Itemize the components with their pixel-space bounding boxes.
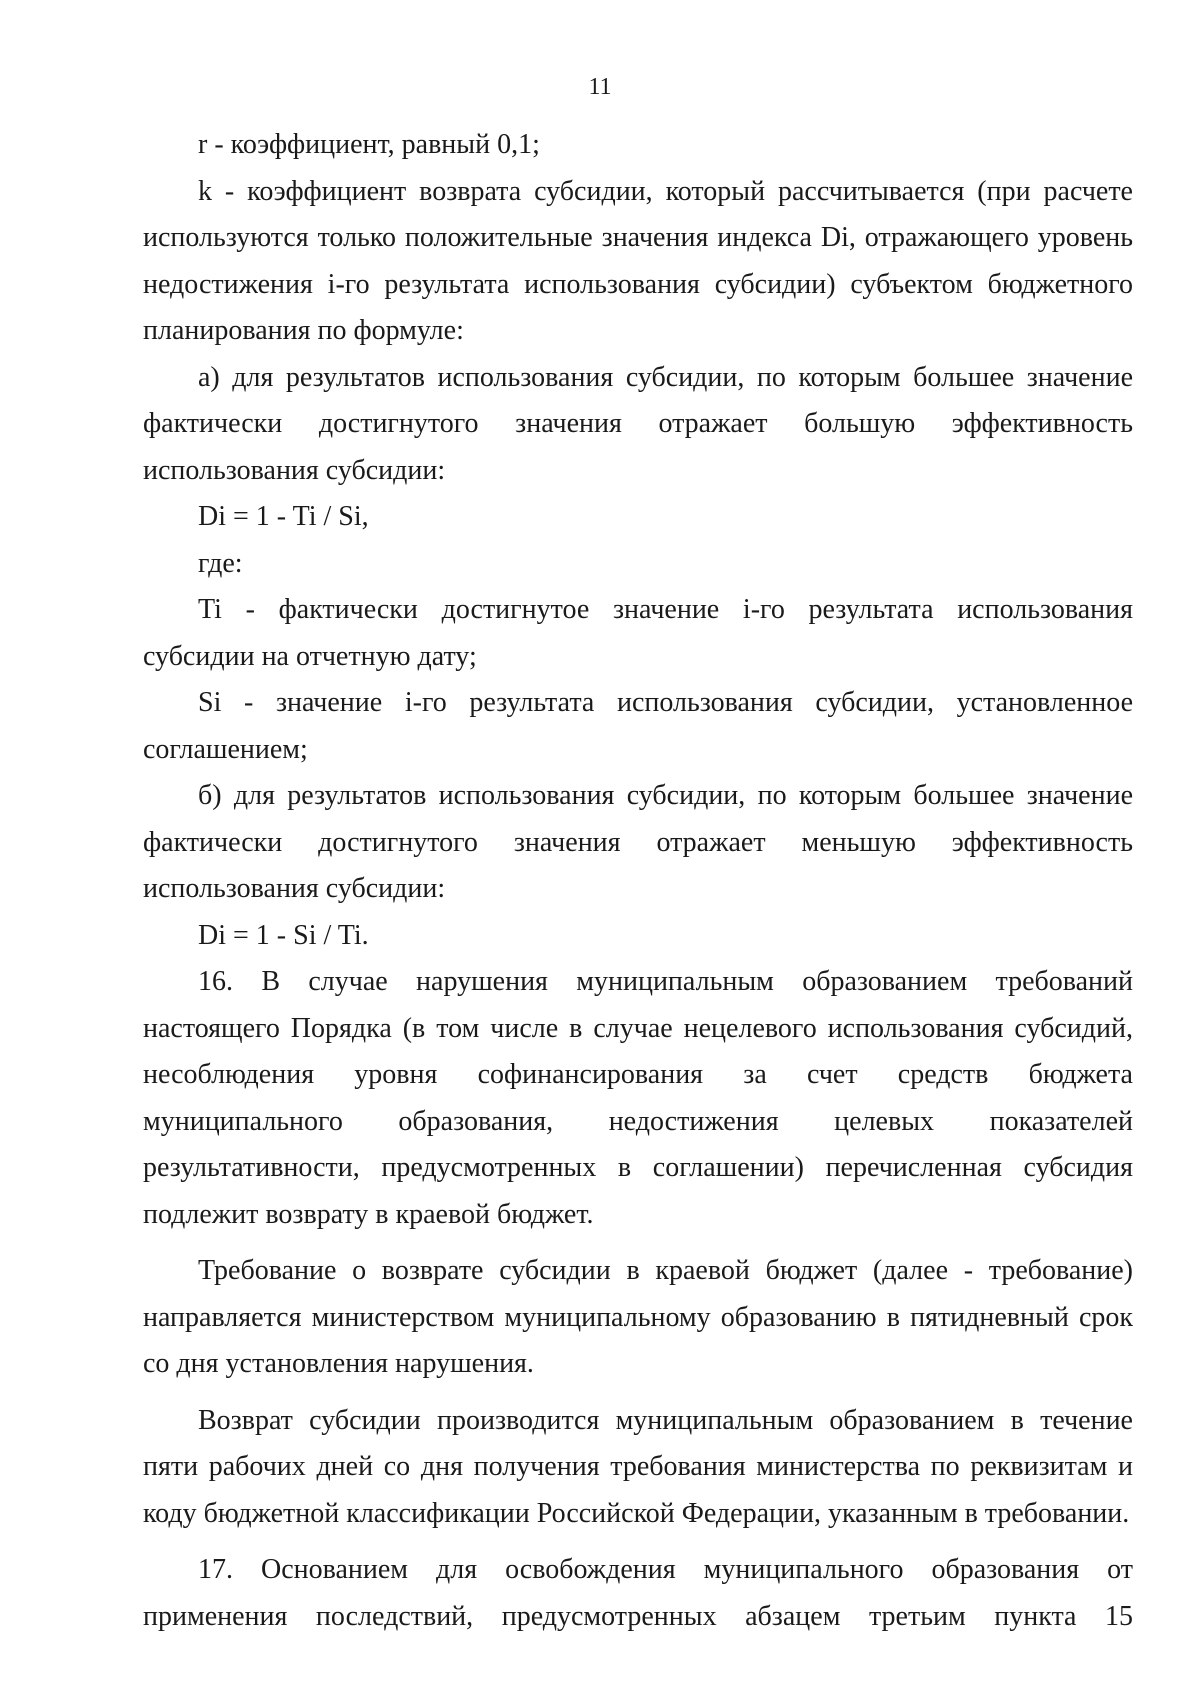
paragraph-k-coefficient: k - коэффициент возврата субсидии, который рассчитывается (при расчете используются только положительные значения индекса Di, отражающего уровень недостижения i-го результата использования субсидии) субъектом бюджетного планирования по формуле:	[143, 175, 1133, 346]
page-number: 11	[588, 74, 612, 100]
paragraph-si-definition: Si - значение i-го результата использования субсидии, установленное соглашением;	[143, 687, 1133, 765]
paragraph-clause-17: 17. Основанием для освобождения муниципального образования от применения последствий, предусмотренных абзацем третьим пункта 15	[143, 1554, 1133, 1632]
paragraph-clause-16: 16. В случае нарушения муниципальным образованием требований настоящего Порядка (в том числе в случае нецелевого использования субсидий, несоблюдения уровня софинансирования за счет средств бюджета муниципального образования, недостижения целевых показателей результативности, предусмотренных в соглашении) перечисленная субсидия подлежит возврату в краевой бюджет.	[143, 966, 1133, 1230]
paragraph-return-procedure: Возврат субсидии производится муниципальным образованием в течение пяти рабочих дней со дня получения требования министерства по реквизитам и коду бюджетной классификации Российской Федерации, указанным в требовании.	[143, 1404, 1133, 1529]
paragraph-ti-definition: Ti - фактически достигнутое значение i-го результата использования субсидии на отчетную дату;	[143, 594, 1133, 672]
formula-di-a: Di = 1 - Ti / Si,	[198, 501, 369, 532]
paragraph-case-b: б) для результатов использования субсидии, по которым большее значение фактически достигнутого значения отражает меньшую эффективность использования субсидии:	[143, 780, 1133, 904]
paragraph-r-coefficient: r - коэффициент, равный 0,1;	[198, 129, 540, 160]
paragraph-where: где:	[198, 547, 243, 579]
paragraph-case-a: а) для результатов использования субсидии, по которым большее значение фактически достигнутого значения отражает большую эффективность использования субсидии:	[143, 361, 1133, 486]
paragraph-return-requirement: Требование о возврате субсидии в краевой бюджет (далее - требование) направляется министерством муниципальному образованию в пятидневный срок со дня установления нарушения.	[143, 1255, 1133, 1379]
document-body	[143, 122, 1133, 1640]
formula-di-b: Di = 1 - Si / Ti.	[198, 919, 369, 951]
